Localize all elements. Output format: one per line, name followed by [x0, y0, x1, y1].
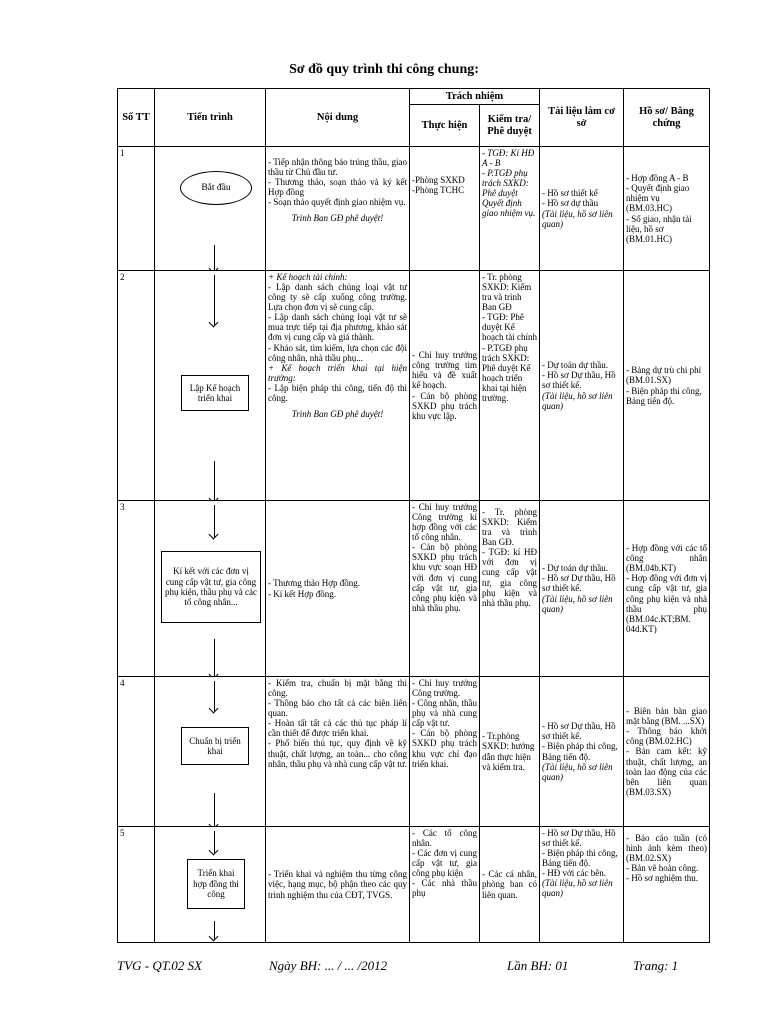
content-line: - Hoàn tất tất cả các thủ tục pháp lí cần thiết để được triển khai.	[268, 718, 407, 739]
flow-cell	[155, 501, 266, 677]
records-line: - Quyết định giao nhiệm vụ (BM.03.HC)	[626, 183, 690, 214]
docs-line: - HĐ với các bên.	[542, 868, 606, 879]
perform-line: - Cán bộ phòng SXKD phụ trách khu vực soạn HĐ với đơn vị cung cấp vật tư, gia công phụ kiện và nhà thầu phụ.	[412, 542, 477, 613]
records-cell	[624, 271, 710, 501]
header-stt: Số TT	[118, 89, 155, 147]
page-title: Sơ đồ quy trình thi công chung:	[289, 62, 479, 77]
perform-line: - Công nhân, thầu phụ và nhà cung cấp vật tư.	[412, 698, 477, 729]
table-row	[118, 501, 710, 677]
perform-line: - Chỉ huy trưởng công trường tìm hiểu và đề xuất kế hoạch.	[412, 350, 477, 391]
content-line: - Kí kết Hợp đồng.	[268, 588, 337, 599]
content-line: - Khảo sát, tìm kiếm, lựa chọn các đội công nhân, nhà thầu phụ...	[268, 342, 407, 363]
records-line: - Hồ sơ nghiệm thu.	[626, 873, 699, 884]
content-line: - Lập danh sách chủng loại vật tư công ty sẽ cấp xuống công trường. Lựa chọn đơn vị sẽ cung cấp.	[268, 282, 407, 313]
docs-line: - Hồ sơ Dự thầu, Hồ sơ thiết kế.	[542, 370, 616, 391]
row-stt: 4	[118, 677, 155, 827]
header-perform: Thực hiện	[410, 105, 480, 147]
docs-line: - Hồ sơ thiết kế	[542, 188, 598, 199]
docs-line: - Hồ sơ Dự thầu, Hồ sơ thiết kế.	[542, 573, 616, 594]
check-cell	[480, 271, 540, 501]
content-line: - Lập biện pháp thi công, tiến độ thi công.	[268, 382, 407, 403]
records-line: - Báo cáo tuần (có hình ảnh kèm theo) (BM.02.SX)	[626, 833, 708, 864]
start-node: Bắt đầu	[180, 171, 252, 205]
docs-line: (Tài liệu, hồ sơ liên quan)	[542, 878, 613, 899]
arrow-down-icon	[214, 245, 215, 271]
records-cell	[624, 147, 710, 271]
check-line: - TGĐ: Phê duyệt Kế hoạch tài chính	[482, 312, 537, 343]
header-responsibility: Trách nhiệm	[410, 89, 540, 105]
content-line: + Kế hoạch triển khai tại hiện trường:	[268, 362, 407, 383]
records-line: - Hợp đồng với các tổ công nhân (BM.04b.KT)	[626, 543, 708, 574]
perform-line: -Phòng SXKD	[412, 175, 465, 185]
header-content: Nội dung	[266, 89, 410, 147]
check-line: - Tr. phòng SXKD: Kiểm tra và trình Ban GĐ.	[482, 507, 538, 548]
step-box: Kí kết với các đơn vị cung cấp vật tư, gia công phụ kiện, thầu phụ và các tổ công nhân...	[161, 551, 261, 623]
check-line: - TGĐ: kí HĐ với đơn vị cung cấp vật tư, gia công phụ kiện và nhà thầu phụ.	[482, 547, 538, 608]
row-stt: 2	[118, 271, 155, 501]
content-line: - Thương thảo Hợp đồng.	[268, 578, 360, 589]
footer-issue-date: Ngày BH: ... / ... /2012	[269, 958, 388, 973]
step-box: Chuẩn bị triển khai	[181, 727, 249, 765]
docs-line: - Dự toán dự thầu.	[542, 360, 609, 371]
content-cell	[266, 501, 410, 677]
records-cell	[624, 827, 710, 943]
step-box: Lập Kế hoạch triển khai	[181, 375, 249, 411]
check-line: - P.TGĐ phụ trách SXKD: Phê duyệt Quyết định giao nhiệm vụ.	[482, 168, 536, 219]
perform-cell	[410, 827, 480, 943]
docs-line: (Tài liệu, hồ sơ liên quan)	[542, 390, 613, 411]
check-cell	[480, 677, 540, 827]
records-line: - Biện pháp thi công, Bảng tiến độ.	[626, 385, 702, 406]
check-line: - Tr.phòng SXKD: hướng dẫn thực hiện và kiểm tra.	[482, 731, 535, 772]
perform-line: - Cán bộ phòng SXKD phụ trách khu vực lập.	[412, 390, 477, 421]
content-line: - Thông báo cho tất cả các biên liên quan.	[268, 698, 407, 719]
footer-issue-number: Lần BH: 01	[507, 958, 569, 973]
docs-cell	[540, 677, 624, 827]
arrow-down-icon	[214, 793, 215, 827]
arrow-down-icon	[214, 921, 215, 939]
docs-line: (Tài liệu, hồ sơ liên quan)	[542, 593, 613, 614]
content-note: Trình Ban GĐ phê duyệt!	[291, 409, 384, 420]
content-line: - Soạn thảo quyết định giao nhiệm vụ.	[268, 197, 406, 208]
perform-cell	[410, 271, 480, 501]
records-line: - Bản cam kết: kỹ thuật, chất lượng, an toàn lao động của các bên liên quan (BM.03.SX)	[626, 746, 708, 797]
perform-line: - Chỉ huy trưởng Công trường kí hợp đồng với các tổ công nhân.	[412, 502, 477, 543]
table-row	[118, 827, 710, 943]
perform-line: - Cán bộ phòng SXKD phụ trách khu vực chỉ đạo triển khai.	[412, 728, 477, 769]
arrow-down-icon	[214, 681, 215, 711]
records-line: - Thông báo khởi công (BM.02.HC)	[626, 726, 708, 747]
check-cell	[480, 827, 540, 943]
content-cell	[266, 147, 410, 271]
check-cell	[480, 147, 540, 271]
docs-cell	[540, 147, 624, 271]
docs-line: - Biện pháp thi công, Bảng tiến độ.	[542, 848, 618, 869]
table-row	[118, 677, 710, 827]
row-stt: 5	[118, 827, 155, 943]
check-line: - Các cá nhân, phòng ban có liên quan.	[482, 869, 538, 900]
perform-line: - Các nhà thầu phụ	[412, 878, 477, 899]
footer-doc-code: TVG - QT.02 SX	[117, 958, 202, 973]
docs-line: - Hồ sơ dự thầu	[542, 198, 599, 209]
arrow-down-icon	[214, 505, 215, 537]
header-process: Tiến trình	[155, 89, 266, 147]
check-line: - P.TGĐ phụ trách SXKD: Phê duyệt Kế hoạch triển khai tại hiện trường.	[482, 342, 531, 403]
content-line: - Phổ biến thủ tục, quy định về kỹ thuật, chất lượng, an toàn... cho công nhân, thầu phụ và nhà cung cấp vật tư.	[268, 738, 407, 769]
content-line: + Kế hoạch tài chính:	[268, 272, 348, 282]
content-cell	[266, 677, 410, 827]
arrow-down-icon	[214, 275, 215, 325]
perform-cell	[410, 501, 480, 677]
flow-cell	[155, 271, 266, 501]
check-line: - TGĐ: Kí HĐ A - B	[482, 148, 535, 169]
perform-line: - Các đơn vị cung cấp vật tư, gia công phụ kiện	[412, 848, 477, 879]
records-line: - Biên bản bàn giao mặt bằng (BM. ...SX)	[626, 706, 708, 727]
content-cell	[266, 827, 410, 943]
records-cell	[624, 501, 710, 677]
footer-page-number: Trang: 1	[633, 958, 679, 973]
records-line: - Hợp đồng với đơn vị cung cấp vật tư, gia công phụ kiện và nhà thầu phụ (BM.04c.KT;BM. 04d.KT)	[626, 573, 708, 634]
content-line: - Tiếp nhận thông báo trúng thầu, giao thầu từ Chủ đầu tư.	[268, 157, 407, 178]
check-cell	[480, 501, 540, 677]
perform-line: - Chỉ huy trưởng Công trường.	[412, 678, 477, 699]
flow-cell	[155, 677, 266, 827]
process-table	[117, 88, 710, 943]
content-line: - Thương thảo, soạn thảo và ký kết Hợp đồng	[268, 177, 407, 198]
perform-cell	[410, 147, 480, 271]
content-note: Trình Ban GĐ phê duyệt!	[291, 213, 384, 224]
docs-line: (Tài liệu, hồ sơ liên quan)	[542, 761, 613, 782]
arrow-down-icon	[214, 831, 215, 853]
row-stt: 3	[118, 501, 155, 677]
content-line: - Lập danh sách chủng loại vật tư sẽ mua trực tiếp tại địa phương, khảo sát đơn vị cung cấp và giá thành.	[268, 312, 407, 343]
content-cell	[266, 271, 410, 501]
docs-cell	[540, 827, 624, 943]
records-cell	[624, 677, 710, 827]
docs-line: - Hồ sơ Dự thầu, Hồ sơ thiết kế.	[542, 828, 616, 849]
docs-line: - Hồ sơ Dự thầu, Hồ sơ thiết kế.	[542, 721, 616, 742]
records-line: - Hợp đồng A - B	[626, 173, 689, 184]
arrow-down-icon	[214, 639, 215, 677]
step-box: Triển khai hợp đồng thi công	[187, 859, 245, 909]
perform-line: -Phòng TCHC	[412, 185, 465, 196]
check-line: - Tr. phòng SXKD: Kiểm tra và trình Ban GĐ	[482, 272, 532, 313]
header-check: Kiểm tra/ Phê duyệt	[480, 105, 540, 147]
docs-cell	[540, 271, 624, 501]
content-line: - Triển khai và nghiệm thu từng công việc, hạng mục, bộ phận theo các quy trình nghiệm thu của CĐT, TVGS.	[268, 869, 407, 900]
content-line: - Kiểm tra, chuẩn bị mặt bằng thi công.	[268, 678, 407, 699]
docs-cell	[540, 501, 624, 677]
docs-line: (Tài liệu, hồ sơ liên quan)	[542, 208, 613, 229]
records-line: - Bản vẽ hoàn công.	[626, 863, 699, 874]
header-docs: Tài liệu làm cơ sở	[540, 89, 624, 147]
table-row	[118, 271, 710, 501]
records-line: - Sổ giao, nhận tài liệu, hồ sơ (BM.01.HC)	[626, 213, 692, 244]
perform-line: - Các tổ công nhân.	[412, 828, 477, 849]
docs-line: - Biện pháp thi công, Bảng tiến độ.	[542, 741, 618, 762]
docs-line: - Dự toán dự thầu.	[542, 563, 609, 574]
flow-cell	[155, 827, 266, 943]
row-stt: 1	[118, 147, 155, 271]
records-line: - Bảng dự trù chi phí (BM.01.SX)	[626, 365, 702, 386]
header-records: Hồ sơ/ Bằng chứng	[624, 89, 710, 147]
flow-cell	[155, 147, 266, 271]
table-row	[118, 147, 710, 271]
perform-cell	[410, 677, 480, 827]
arrow-down-icon	[214, 461, 215, 501]
